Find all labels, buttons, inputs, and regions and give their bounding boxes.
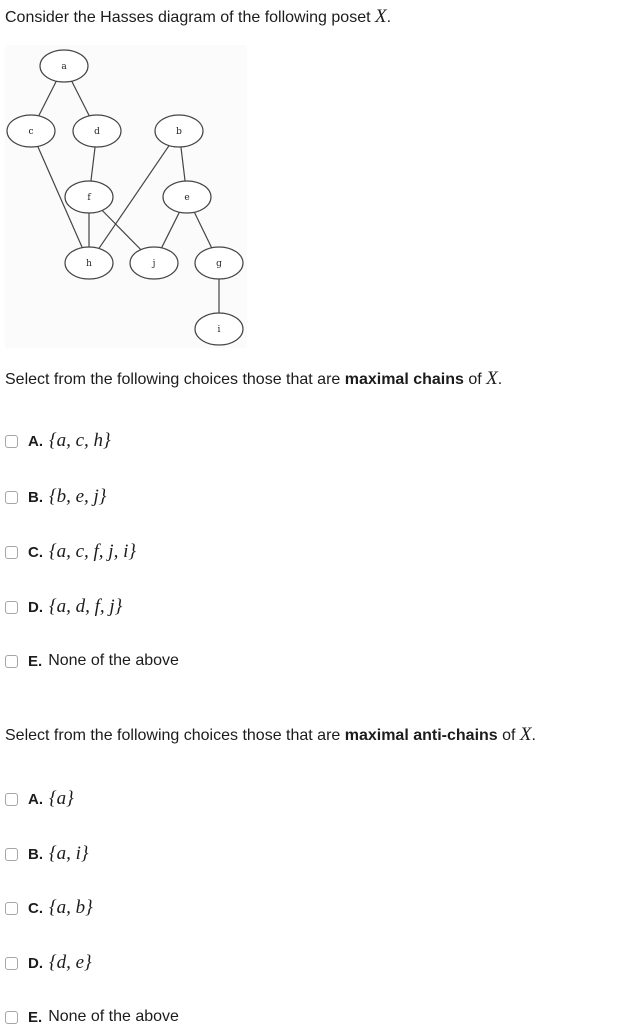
q2-text-e: None of the above xyxy=(48,1008,179,1025)
question1-prefix: Select from the following choices those that are xyxy=(5,371,345,388)
question1-suffix: of xyxy=(463,371,487,388)
node-label-h: h xyxy=(86,259,92,269)
node-label-d: d xyxy=(94,127,100,137)
q1-math-c: {a, c, f, j, i} xyxy=(49,541,136,562)
q2-math-b: {a, i} xyxy=(49,843,89,864)
edge-a-d xyxy=(72,81,90,116)
q1-math-b: {b, e, j} xyxy=(49,486,107,507)
q2-choice-e[interactable] xyxy=(5,1007,179,1027)
q2-letter-e: E. xyxy=(28,1008,43,1026)
q1-checkbox-d[interactable] xyxy=(5,601,18,614)
node-label-b: b xyxy=(176,127,182,137)
node-label-f: f xyxy=(87,193,91,203)
edge-a-c xyxy=(39,81,57,116)
intro-period: . xyxy=(386,9,392,26)
node-a xyxy=(40,50,88,82)
edge-d-f xyxy=(91,147,95,181)
question2-prefix: Select from the following choices those that are xyxy=(5,727,345,744)
node-g xyxy=(195,247,243,279)
question2-suffix: of xyxy=(497,727,520,744)
node-c xyxy=(7,115,55,147)
q1-letter-e: E. xyxy=(28,652,43,670)
q1-letter-c: C. xyxy=(28,543,43,561)
node-d xyxy=(73,115,121,147)
edge-e-j xyxy=(162,212,180,248)
node-b xyxy=(155,115,203,147)
q2-choice-d[interactable] xyxy=(5,953,92,973)
q2-choice-b[interactable] xyxy=(5,844,88,864)
q2-math-d: {d, e} xyxy=(49,952,92,973)
node-label-j: j xyxy=(152,259,156,269)
question2-end: . xyxy=(531,727,536,744)
intro-poset-var: X xyxy=(374,6,387,27)
node-h xyxy=(65,247,113,279)
question1-text xyxy=(5,368,502,390)
node-label-a: a xyxy=(61,62,67,72)
q1-checkbox-a[interactable] xyxy=(5,435,18,448)
q1-choice-e[interactable] xyxy=(5,651,179,671)
question2-text xyxy=(5,724,536,746)
node-label-g: g xyxy=(216,259,222,269)
q1-letter-a: A. xyxy=(28,432,43,450)
q1-checkbox-e[interactable] xyxy=(5,655,18,668)
hasse-diagram xyxy=(5,45,247,348)
q1-math-d: {a, d, f, j} xyxy=(49,596,123,617)
question1-bold: maximal chains xyxy=(344,371,464,388)
question1-var: X xyxy=(486,368,498,389)
q1-choice-b[interactable] xyxy=(5,487,106,507)
q2-checkbox-e[interactable] xyxy=(5,1011,18,1024)
intro-text xyxy=(5,6,391,28)
node-i xyxy=(195,313,243,345)
question2-var: X xyxy=(519,724,532,745)
q2-checkbox-b[interactable] xyxy=(5,848,18,861)
q2-checkbox-d[interactable] xyxy=(5,957,18,970)
edge-b-e xyxy=(181,147,185,181)
q1-text-e: None of the above xyxy=(48,652,179,669)
edge-e-g xyxy=(194,212,211,248)
q1-choice-a[interactable] xyxy=(5,431,111,451)
node-e xyxy=(163,181,211,213)
q1-choice-d[interactable] xyxy=(5,597,122,617)
q2-checkbox-c[interactable] xyxy=(5,902,18,915)
hasse-diagram-svg xyxy=(5,45,247,348)
q1-checkbox-b[interactable] xyxy=(5,491,18,504)
q1-letter-b: B. xyxy=(28,488,43,506)
q1-checkbox-c[interactable] xyxy=(5,546,18,559)
q2-letter-b: B. xyxy=(28,845,43,863)
q2-choice-a[interactable] xyxy=(5,789,74,809)
node-j xyxy=(130,247,178,279)
q2-math-c: {a, b} xyxy=(49,897,93,918)
q1-choice-c[interactable] xyxy=(5,542,136,562)
q2-choice-c[interactable] xyxy=(5,898,93,918)
node-label-e: e xyxy=(184,193,190,203)
intro-label: Consider the Hasses diagram of the following poset xyxy=(5,9,375,26)
q1-math-a: {a, c, h} xyxy=(49,430,111,451)
node-label-c: c xyxy=(28,127,34,137)
q2-letter-d: D. xyxy=(28,954,43,972)
q2-checkbox-a[interactable] xyxy=(5,793,18,806)
q2-letter-c: C. xyxy=(28,899,43,917)
q1-letter-d: D. xyxy=(28,598,43,616)
question1-end: . xyxy=(497,371,503,388)
node-f xyxy=(65,181,113,213)
node-label-i: i xyxy=(217,325,221,335)
question2-bold: maximal anti-chains xyxy=(344,727,498,744)
q2-math-a: {a} xyxy=(49,788,74,809)
q2-letter-a: A. xyxy=(28,790,43,808)
